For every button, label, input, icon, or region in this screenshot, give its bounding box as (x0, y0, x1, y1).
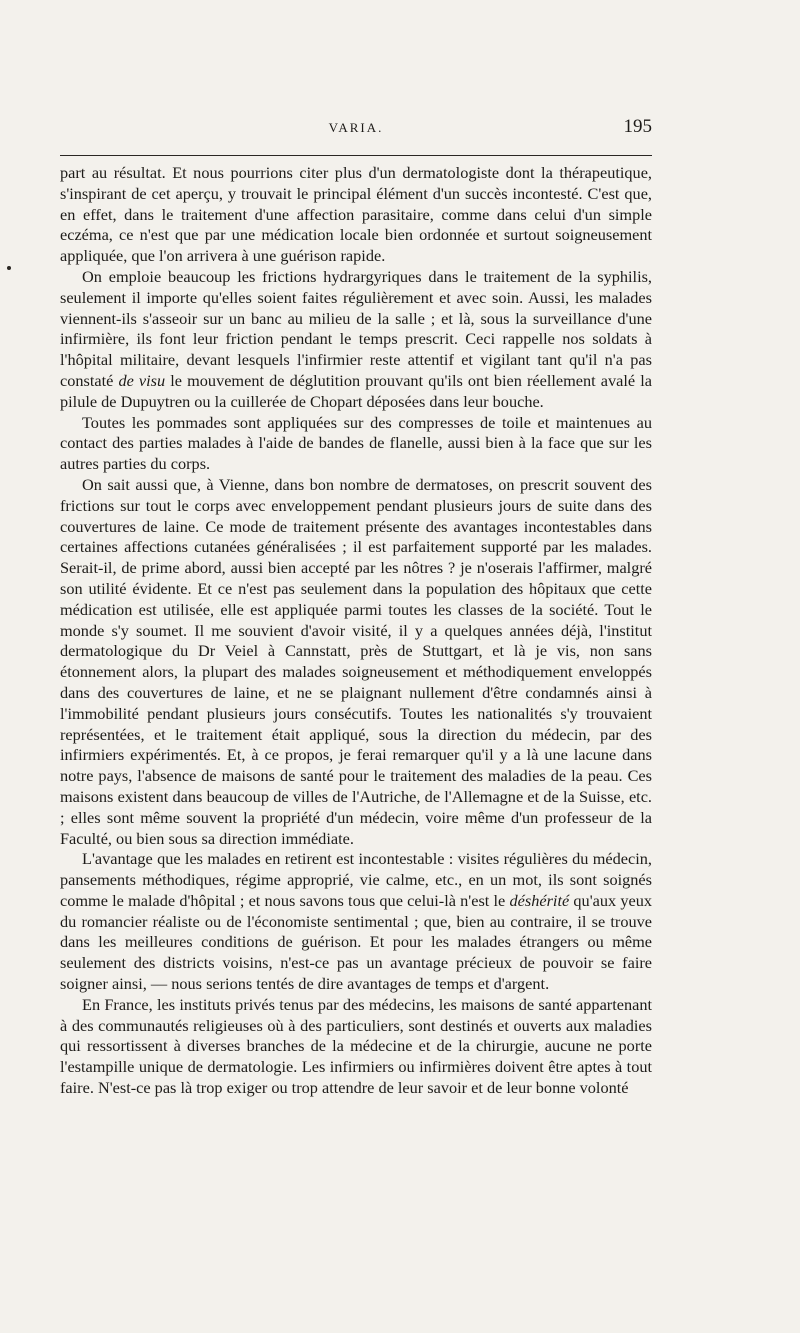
body-text (60, 163, 652, 1099)
italic-phrase: de visu (118, 370, 166, 390)
paragraph-text: L'avantage que les malades en retirent est incontestable : visites régulières du médecin, pansements méthodiques, régime approprié, vie calme, etc., en un mot, ils sont soignés comme le malade d'hôpital ; et nous savons tous que celui-là n'est le (60, 849, 652, 910)
paragraph-text: le mouvement de déglutition prouvant qu'ils ont bien réellement avalé la pilule de Dupuytren ou la cuillerée de Chopart déposées dans leur bouche. (60, 370, 652, 411)
paragraph (60, 995, 652, 1099)
page-header (60, 118, 652, 142)
paragraph-text: En France, les instituts privés tenus par des médecins, les maisons de santé appartenant à des communautés religieuses où à des particuliers, sont destinés et ouverts aux maladies qui ressortissent à diverses branches de la médecine et de la chirurgie, aucune ne porte l'estampille unique de dermatologie. Les infirmiers ou infirmières doivent être aptes à tout faire. N'est-ce pas là trop exiger ou trop attendre de leur savoir et de leur bonne volonté (60, 994, 652, 1098)
paragraph (60, 413, 652, 475)
paragraph (60, 475, 652, 849)
paragraph (60, 849, 652, 995)
margin-mark (7, 266, 11, 270)
page-number: 195 (623, 116, 652, 137)
header-rule (60, 155, 652, 156)
paragraph-text: On emploie beaucoup les frictions hydrargyriques dans le traitement de la syphilis, seulement il importe qu'elles soient faites régulièrement et avec soin. Aussi, les malades viennent-ils s'asseoir sur un banc au milieu de la salle ; et là, sous la surveillance d'une infirmière, ils font leur friction pendant le temps prescrit. Ceci rappelle nos soldats à l'hôpital militaire, devant lesquels l'infirmier reste attentif et vigilant tant qu'il n'a pas constaté (60, 266, 652, 390)
paragraph-text: part au résultat. Et nous pourrions citer plus d'un dermatologiste dont la thérapeutique, s'inspirant de cet aperçu, y trouvait le principal élément d'un succès incontesté. C'est que, en effet, dans le traitement d'une affection parasitaire, comme dans celui d'un simple eczéma, ce n'est que par une médication locale bien ordonnée et surtout soigneusement appliquée, que l'on arrivera à une guérison rapide. (60, 163, 652, 266)
paragraph (60, 267, 652, 413)
paragraph-text: On sait aussi que, à Vienne, dans bon nombre de dermatoses, on prescrit souvent des frictions sur tout le corps avec enveloppement pendant plusieurs jours de suite dans des couvertures de laine. Ce mode de traitement présente des avantages incontestables dans certaines affections cutanées généralisées ; il est parfaitement supporté par les malades. Serait-il, de prime abord, aussi bien accepté par les nôtres ? je n'oserais l'affirmer, malgré son utilité évidente. Et ce n'est pas seulement dans la population des hôpitaux que cette médication est utilisée, elle est appliquée parmi toutes les classes de la société. Tout le monde s'y soumet. Il me souvient d'avoir visité, il y a quelques années déjà, l'institut dermatologique du Dr Veiel à Cannstatt, près de Stuttgart, et là je vis, non sans étonnement alors, la plupart des malades soigneusement et méthodiquement enveloppés dans des couvertures de laine, et ne se plaignant nullement d'être condamnés ainsi à l'immobilité pendant plusieurs jours consécutifs. Toutes les nationalités s'y trouvaient représentées, et le traitement était appliqué, sous la direction du médecin, par des infirmiers expérimentés. Et, à ce propos, je ferai remarquer qu'il y a là une lacune dans notre pays, l'absence de maisons de santé pour le traitement des maladies de la peau. Ces maisons existent dans beaucoup de villes de l'Autriche, de l'Allemagne et de la Suisse, etc. ; elles sont même souvent la propriété d'un médecin, voire même d'un professeur de la Faculté, ou bien sous sa direction immédiate. (60, 474, 652, 848)
paragraph-text: qu'aux yeux du romancier réaliste ou de l'économiste sentimental ; que, bien au contraire, il se trouve dans les meilleures conditions de guérison. Et pour les malades étrangers ou même seulement des districts voisins, n'est-ce pas un avantage précieux de pouvoir se faire soigner ainsi, — nous serions tentés de dire avantages de temps et d'argent. (60, 890, 653, 994)
running-head: VARIA. (328, 120, 384, 135)
paragraph-text: Toutes les pommades sont appliquées sur des compresses de toile et maintenues au contact des parties malades à l'aide de bandes de flanelle, aussi bien à la face que sur les autres parties du corps. (60, 412, 652, 474)
italic-phrase: déshérité (509, 890, 570, 910)
paragraph (60, 163, 652, 267)
